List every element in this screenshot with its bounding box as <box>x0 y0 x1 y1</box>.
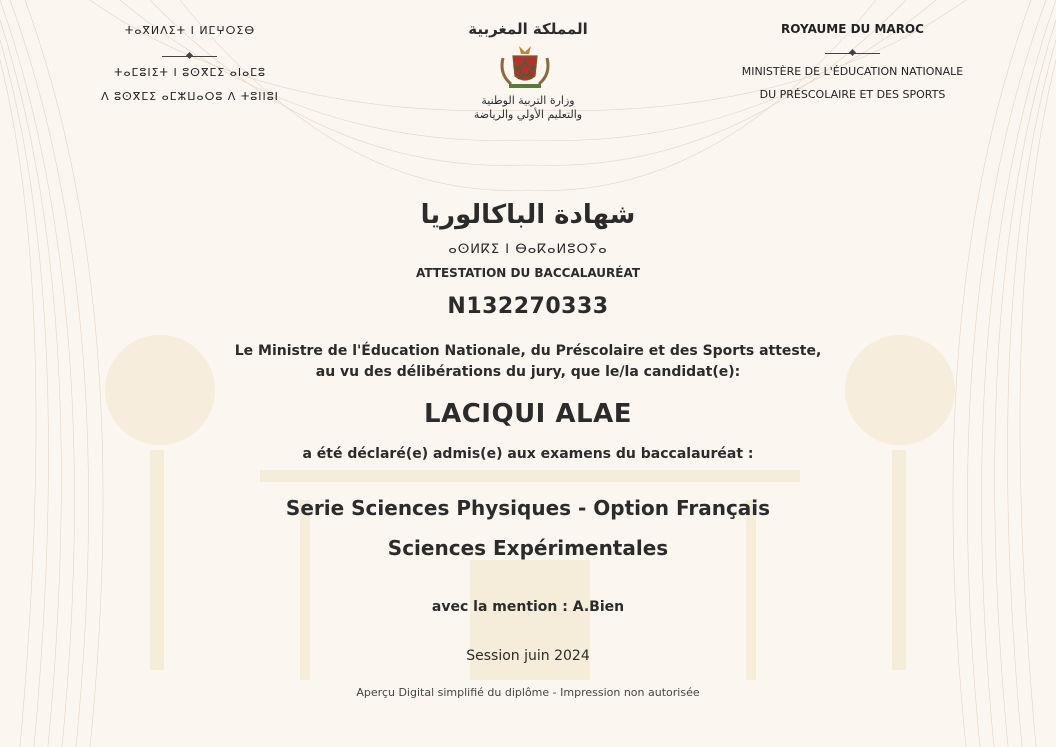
statement-line2: au vu des délibérations du jury, que le/la candidat(e): <box>315 364 741 380</box>
header-left-title: ⵜⴰⴳⵍⴷⵉⵜ ⵏ ⵍⵎⵖⵔⵉⴱ <box>124 24 256 37</box>
attestation-french-title: ATTESTATION DU BACCALAURÉAT <box>415 266 641 280</box>
mention-text: avec la mention : A.Bien <box>431 599 625 615</box>
header-right-line2: DU PRÉSCOLAIRE ET DES SPORTS <box>759 88 946 101</box>
header-left-line1: ⵜⴰⵎⵓⵏⵉⵜ ⵏ ⵓⵙⴳⵎⵉ ⴰⵏⴰⵎⵓ <box>114 66 266 79</box>
candidate-name: LACIQUI ALAE <box>424 399 632 429</box>
admitted-text: a été déclaré(e) admis(e) aux examens du baccalauréat : <box>302 446 754 462</box>
header-right-line1: MINISTÈRE DE L'ÉDUCATION NATIONALE <box>741 65 964 78</box>
footer-note: Aperçu Digital simplifié du diplôme - Impression non autorisée <box>356 686 700 699</box>
serie-text: Serie Sciences Physiques - Option Français <box>285 496 771 520</box>
header-left-line2: ⴷ ⵓⵙⴳⵎⵉ ⴰⵎⵣⵡⴰⵔⵓ ⴷ ⵜⵓⵏⵏⵓⵏ <box>101 90 279 103</box>
branch-text: Sciences Expérimentales <box>387 536 669 560</box>
attestation-arabic-title: شهادة الباكالوريا <box>420 200 636 230</box>
statement-line1: Le Ministre de l'Éducation Nationale, du Préscolaire et des Sports atteste, <box>234 343 822 359</box>
header-right-title: ROYAUME DU MAROC <box>781 22 924 36</box>
attestation-number: N132270333 <box>447 294 609 319</box>
session-text: Session juin 2024 <box>466 648 590 664</box>
attestation-tifinagh-title: ⴰⵙⵍⴽⵉ ⵏ ⴱⴰⴽⴰⵍⵓⵔⵢⴰ <box>448 242 608 257</box>
header-center-ministry-line1: وزارة التربية الوطنية <box>481 94 575 107</box>
header-center-ministry-line2: والتعليم الأولي والرياضة <box>473 108 583 121</box>
coat-of-arms-emblem <box>497 44 553 90</box>
header-center-title: المملكة المغربية <box>468 20 588 38</box>
